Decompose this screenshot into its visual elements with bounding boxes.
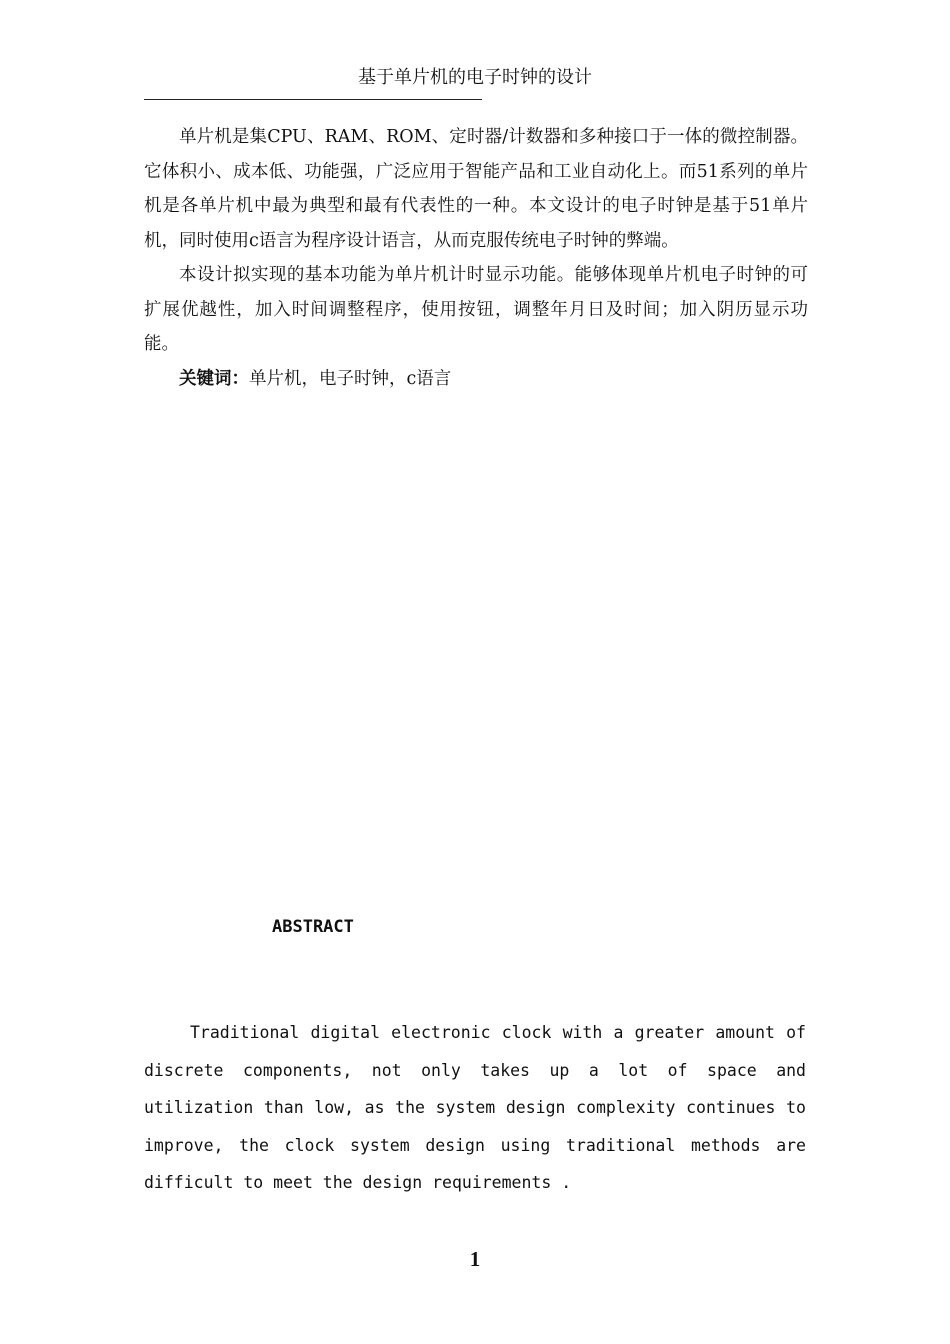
keywords-line [144,362,808,397]
page-number: 1 [469,1247,481,1271]
chinese-abstract-paragraph-2: 本设计拟实现的基本功能为单片机计时显示功能。能够体现单片机电子时钟的可扩展优越性，加入时间调整程序，使用按钮，调整年月日及时间；加入阴历显示功能。 [144,265,808,354]
abstract-heading: ABSTRACT [272,917,354,937]
running-header-title: 基于单片机的电子时钟的设计 [358,67,592,88]
chinese-abstract-paragraph-1: 单片机是集CPU、RAM、ROM、定时器/计数器和多种接口于一体的微控制器。它体积小、成本低、功能强，广泛应用于智能产品和工业自动化上。而51系列的单片机是各单片机中最为典型和最有代表性的一种。本文设计的电子时钟是基于51单片机，同时使用c语言为程序设计语言，从而克服传统电子时钟的弊端。 [144,127,808,251]
chinese-abstract [144,120,808,396]
english-abstract-paragraph: Traditional digital electronic clock with a greater amount of discrete components, not only takes up a lot of space and utilization than low, as the system design complexity continues to improve, the clock system design using traditional methods are difficult to meet the design requirements . [144,1023,806,1192]
keywords-label: 关键词： [179,368,249,389]
keywords-value: 单片机，电子时钟，c语言 [249,368,452,389]
header-rule [144,99,482,100]
